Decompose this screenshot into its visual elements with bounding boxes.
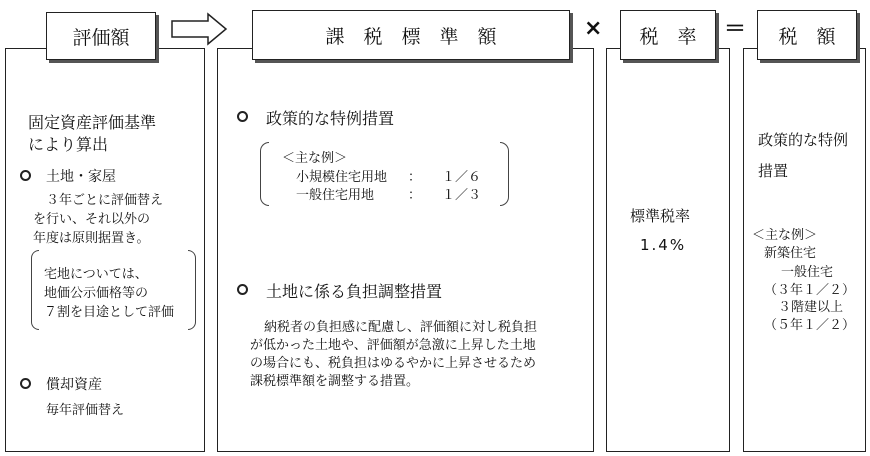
tax-amount-header [757, 10, 857, 60]
burden-line-3: の場合にも、税負担はゆるやかに上昇させるため [250, 356, 537, 371]
land-line-2: を行い、それ以外の [33, 212, 151, 227]
example-2-colon: ： [408, 188, 422, 203]
example-1-name: 小規模住宅用地 [296, 170, 388, 185]
example-1-value: １／６ [442, 170, 482, 185]
bullet-circle-icon [20, 378, 31, 389]
burden-line-1: 納税者の負担感に配慮し、評価額に対し税負担 [264, 320, 538, 335]
tax-amount-header-label: 税 額 [778, 25, 836, 48]
tax-example-line-1: 新築住宅 [764, 246, 817, 261]
depreciable-assets-line-1: 毎年評価替え [46, 403, 125, 418]
tax-policy-title-line-2: 措置 [758, 162, 789, 180]
burden-adjustment-title: 土地に係る負担調整措置 [266, 282, 443, 301]
burden-line-4: 課税標準額を調整する措置。 [250, 374, 420, 389]
bullet-circle-icon [237, 284, 248, 295]
land-line-3: 年度は原則据置き。 [33, 231, 150, 246]
note-bracket-left [31, 250, 39, 330]
example-2-value: １／３ [442, 188, 482, 203]
policy-measures-title: 政策的な特例措置 [266, 109, 395, 128]
tax-example-line-2: 一般住宅 [781, 265, 834, 280]
note-line-2: 地価公示価格等の [44, 286, 149, 301]
right-arrow-icon [170, 12, 228, 46]
tax-base-header-label: 課 税 標 準 額 [325, 25, 497, 48]
tax-examples-label: ＜主な例＞ [752, 228, 818, 243]
tax-example-line-3: （３年１／２） [764, 283, 856, 298]
intro-line-1: 固定資産評価基準 [28, 113, 157, 132]
burden-line-2: が低かった土地や、評価額が急激に上昇した土地 [250, 338, 536, 353]
land-title: 土地・家屋 [46, 169, 116, 185]
tax-policy-title-line-1: 政策的な特例 [758, 131, 849, 149]
example-1-colon: ： [408, 170, 422, 185]
examples-bracket-left [260, 142, 269, 206]
standard-rate-label: 標準税率 [630, 207, 691, 225]
bullet-circle-icon [237, 111, 248, 122]
land-line-1: ３年ごとに評価替え [46, 193, 164, 208]
examples-label: ＜主な例＞ [282, 151, 348, 166]
note-line-1: 宅地については、 [44, 267, 148, 282]
assessed-value-header [46, 12, 156, 60]
depreciable-assets-title: 償却資産 [46, 377, 102, 393]
assessed-value-header-label: 評価額 [72, 26, 130, 49]
standard-rate-value: 1.4% [640, 236, 687, 254]
example-2-name: 一般住宅用地 [296, 188, 375, 203]
multiply-operator: × [584, 16, 603, 41]
tax-rate-header-label: 税 率 [639, 25, 697, 48]
tax-base-header [252, 10, 570, 60]
note-line-3: ７割を目途として評価 [44, 305, 175, 320]
tax-rate-header [620, 10, 716, 60]
note-bracket-right [188, 250, 196, 330]
intro-line-2: により算出 [28, 135, 109, 154]
bullet-circle-icon [20, 170, 31, 181]
examples-bracket-right [500, 142, 509, 206]
equals-operator: ＝ [724, 17, 747, 42]
tax-example-line-4: ３階建以上 [778, 300, 844, 315]
tax-example-line-5: （５年１／２） [764, 318, 856, 333]
